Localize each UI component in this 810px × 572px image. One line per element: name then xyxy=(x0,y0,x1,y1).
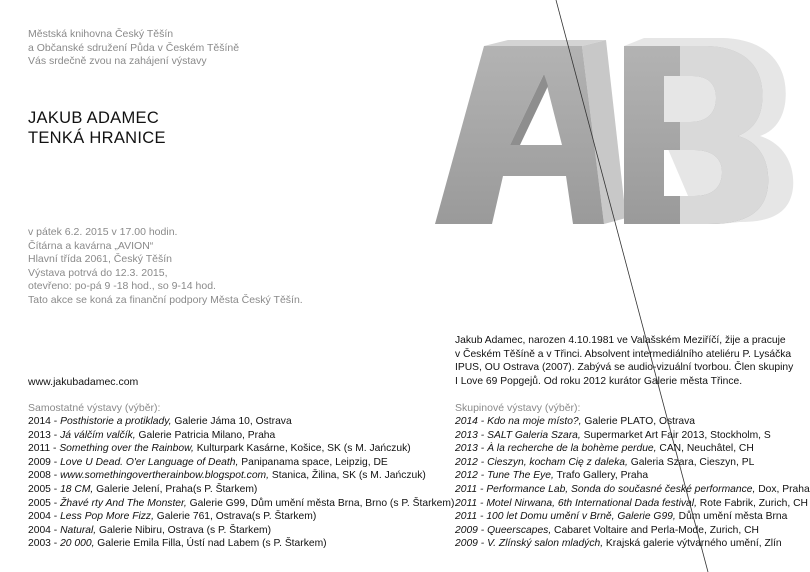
list-item: 2013 - SALT Galeria Szara, Supermarket Art Fair 2013, Stockholm, S xyxy=(455,429,771,441)
letter-a-shape xyxy=(435,40,626,224)
group-exhibitions-list xyxy=(455,415,810,551)
group-exhibitions-heading: Skupinové výstavy (výběr): xyxy=(455,402,581,414)
bio-line: Jakub Adamec, narozen 4.10.1981 ve Valašském Meziříčí, žije a pracuje xyxy=(455,335,786,346)
solo-exhibitions-heading: Samostatné výstavy (výběr): xyxy=(28,402,161,414)
list-item: 2011 - 100 let Domu umění v Brně, Galerie G99, Dům umění města Brna xyxy=(455,511,788,523)
list-item: 2003 - 20 000, Galerie Emila Filla, Ústí nad Labem (s P. Štarkem) xyxy=(28,538,327,550)
list-item: 2004 - Less Pop More Fizz, Galerie 761, Ostrava(s P. Štarkem) xyxy=(28,511,317,523)
bio-line: IPUS, OU Ostrava (2007). Zabývá se audio-vizuální tvorbou. Člen skupiny xyxy=(455,362,794,374)
artist-name: JAKUB ADAMEC xyxy=(28,109,160,127)
invitation-intro xyxy=(28,28,239,69)
list-item: 2013 - À la recherche de la bohème perdue, CAN, Neuchâtel, CH xyxy=(455,443,754,455)
list-item: 2012 - Cieszyn, kocham Cię z daleka, Galeria Szara, Cieszyn, PL xyxy=(455,456,755,468)
list-item: 2005 - 18 CM, Galerie Jelení, Praha(s P. Štarkem) xyxy=(28,483,258,495)
solo-exhibitions-list xyxy=(28,415,454,551)
list-item: 2012 - Tune The Eye, Trafo Gallery, Praha xyxy=(455,470,649,482)
letter-b-shape xyxy=(624,38,793,224)
list-item: 2013 - Já válčím valčík, Galerie Patricia Milano, Praha xyxy=(28,429,276,441)
list-item: 2011 - Performance Lab, Sonda do současné české performance, Dox, Praha xyxy=(455,483,810,495)
list-item: 2014 - Kdo na moje místo?, Galerie PLATO, Ostrava xyxy=(455,416,696,427)
bio-line: I Love 69 Popgejů. Od roku 2012 kurátor Galerie města Třince. xyxy=(455,375,743,387)
info-line: otevřeno: po-pá 9 -18 hod., so 9-14 hod. xyxy=(28,280,216,292)
info-line: v pátek 6.2. 2015 v 17.00 hodin. xyxy=(28,226,178,238)
event-info xyxy=(28,226,303,307)
intro-line: Městská knihovna Český Těšín xyxy=(28,28,174,40)
list-item: 2009 - Queerscapes, Cabaret Voltaire and Perla-Mode, Zurich, CH xyxy=(455,524,759,536)
info-line: Výstava potrvá do 12.3. 2015, xyxy=(28,266,168,279)
website-link[interactable]: www.jakubadamec.com xyxy=(28,376,139,388)
exhibition-title: TENKÁ HRANICE xyxy=(28,129,166,147)
intro-line: Vás srdečně zvou na zahájení výstavy xyxy=(28,55,207,67)
exhibition-title-block xyxy=(28,108,166,148)
list-item: 2004 - Natural, Galerie Nibiru, Ostrava (s P. Štarkem) xyxy=(28,524,272,536)
list-item: 2011 - Motel Nirwana, 6th International Dada festival, Rote Fabrik, Zurich, CH xyxy=(455,497,808,509)
info-line: Čítárna a kavárna „AVION“ xyxy=(28,239,154,252)
info-line: Tato akce se koná za finanční podpory Města Český Těšín. xyxy=(28,293,303,306)
list-item: 2005 - Žhavé rty And The Monster, Galerie G99, Dům umění města Brna, Brno (s P. Štarkem) xyxy=(28,497,455,509)
info-line: Hlavní třída 2061, Český Těšín xyxy=(28,253,172,265)
artist-bio xyxy=(455,334,794,388)
intro-line: a Občanské sdružení Půda v Českém Těšíně xyxy=(28,41,240,54)
list-item: 2009 - Love U Dead. O'er Language of Death, Panipanama space, Leipzig, DE xyxy=(28,456,388,468)
list-item: 2014 - Posthistorie a protiklady, Galerie Jáma 10, Ostrava xyxy=(28,416,292,427)
list-item: 2008 - www.somethingovertherainbow.blogspot.com, Stanica, Žilina, SK (s M. Jańczuk) xyxy=(28,470,426,482)
list-item: 2009 - V. Zlínský salon mladých, Krajská galerie výtvarného umění, Zlín xyxy=(455,538,782,550)
list-item: 2011 - Something over the Rainbow, Kulturpark Kasárne, Košice, SK (s M. Jańczuk) xyxy=(28,443,411,455)
bio-line: v Českém Těšíně a v Třinci. Absolvent intermediálního ateliéru P. Lysáčka xyxy=(455,348,792,360)
